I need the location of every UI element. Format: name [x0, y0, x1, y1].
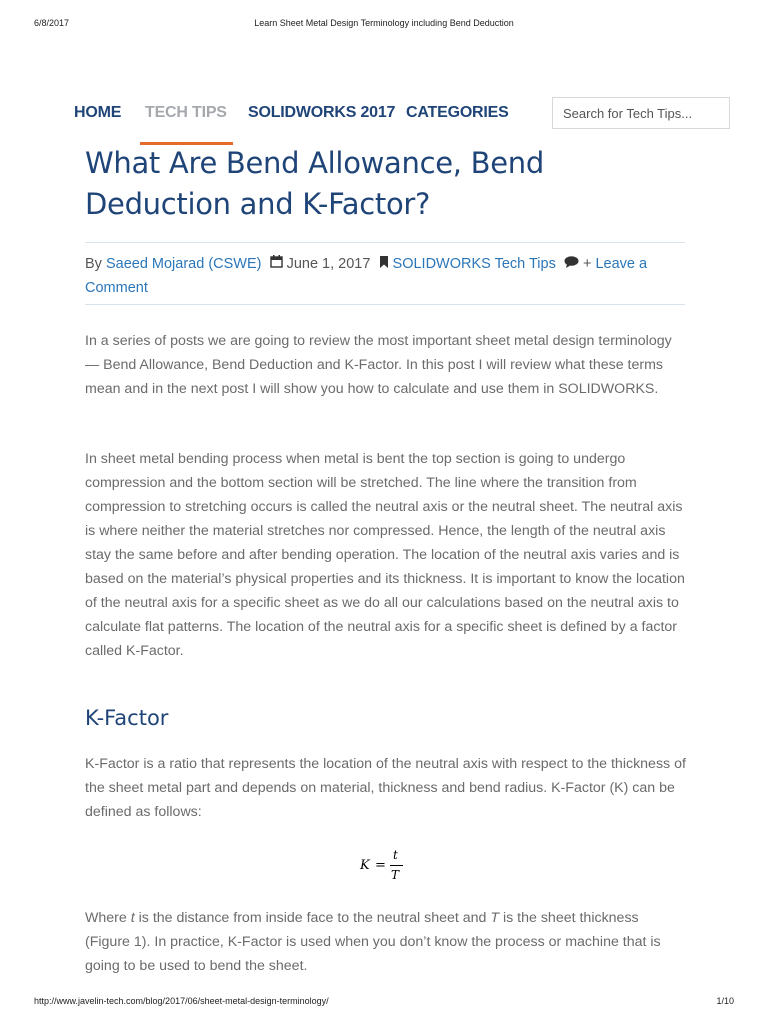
- formula-denominator: T: [391, 868, 400, 882]
- calendar-icon: [270, 256, 283, 271]
- print-url: http://www.javelin-tech.com/blog/2017/06/sheet-metal-design-terminology/: [34, 996, 329, 1006]
- print-title: Learn Sheet Metal Design Terminology including Bend Deduction: [254, 18, 514, 28]
- meta-top-divider: [85, 242, 685, 243]
- bookmark-icon: [379, 256, 389, 271]
- formula-equals: =: [375, 858, 386, 873]
- nav-tech-tips[interactable]: TECH TIPS: [145, 104, 227, 121]
- formula-lhs: K: [360, 858, 370, 873]
- nav-solidworks-2017[interactable]: SOLIDWORKS 2017: [248, 104, 396, 121]
- kfactor-paragraph: K-Factor is a ratio that represents the location of the neutral axis with respect to the thickness of the sheet metal part and depends on material, thickness and bend radius. K-Factor (K) can be defined as follows:: [85, 756, 686, 820]
- section-heading-kfactor: K-Factor: [85, 706, 169, 730]
- leave-comment-link[interactable]: Leave a Comment: [85, 256, 648, 296]
- nav-categories[interactable]: CATEGORIES: [406, 104, 509, 121]
- fraction-bar: [390, 865, 403, 866]
- formula-numerator: t: [393, 848, 398, 862]
- where-paragraph: Where t is the distance from inside face to the neutral sheet and T is the sheet thickness (Figure 1). In practice, K-Factor is used when you don’t know the process or machine that is going to be used to bend the sheet.: [85, 910, 661, 974]
- nav-home[interactable]: HOME: [74, 104, 122, 121]
- article-meta: [85, 252, 685, 300]
- comment-plus: +: [582, 256, 592, 272]
- search-input[interactable]: Search for Tech Tips...: [552, 97, 730, 129]
- print-date: 6/8/2017: [34, 18, 70, 28]
- neutral-axis-paragraph: In sheet metal bending process when metal is bent the top section is going to undergo compression and the bottom section will be stretched. The line where the transition from compression to stretching occurs is called the neutral axis or the neutral sheet. The neutral axis is where neither the material stretches nor compressed. Hence, the length of the neutral axis stay the same before and after bending operation. The location of the neutral axis varies and is based on the material’s physical properties and its thickness. It is important to know the location of the neutral axis for a specific sheet as we do all our calculations based on the neutral axis to calculate flat patterns. The location of the neutral axis for a specific sheet is defined by a factor called K-Factor.: [85, 451, 685, 659]
- article-title: What Are Bend Allowance, Bend Deduction and K-Factor?: [85, 146, 544, 221]
- author-link[interactable]: Saeed Mojarad (CSWE): [105, 256, 262, 272]
- by-label: By: [85, 256, 102, 272]
- comment-icon: [564, 256, 579, 271]
- category-link[interactable]: SOLIDWORKS Tech Tips: [392, 256, 556, 272]
- kfactor-formula: [360, 846, 420, 886]
- print-page-number: 1/10: [716, 996, 734, 1006]
- meta-bottom-divider: [85, 304, 685, 305]
- intro-paragraph: In a series of posts we are going to review the most important sheet metal design terminology — Bend Allowance, Bend Deduction and K-Factor. In this post I will review what these terms mean and in the next post I will show you how to calculate and use them in SOLIDWORKS.: [85, 333, 672, 397]
- post-date: June 1, 2017: [286, 256, 371, 272]
